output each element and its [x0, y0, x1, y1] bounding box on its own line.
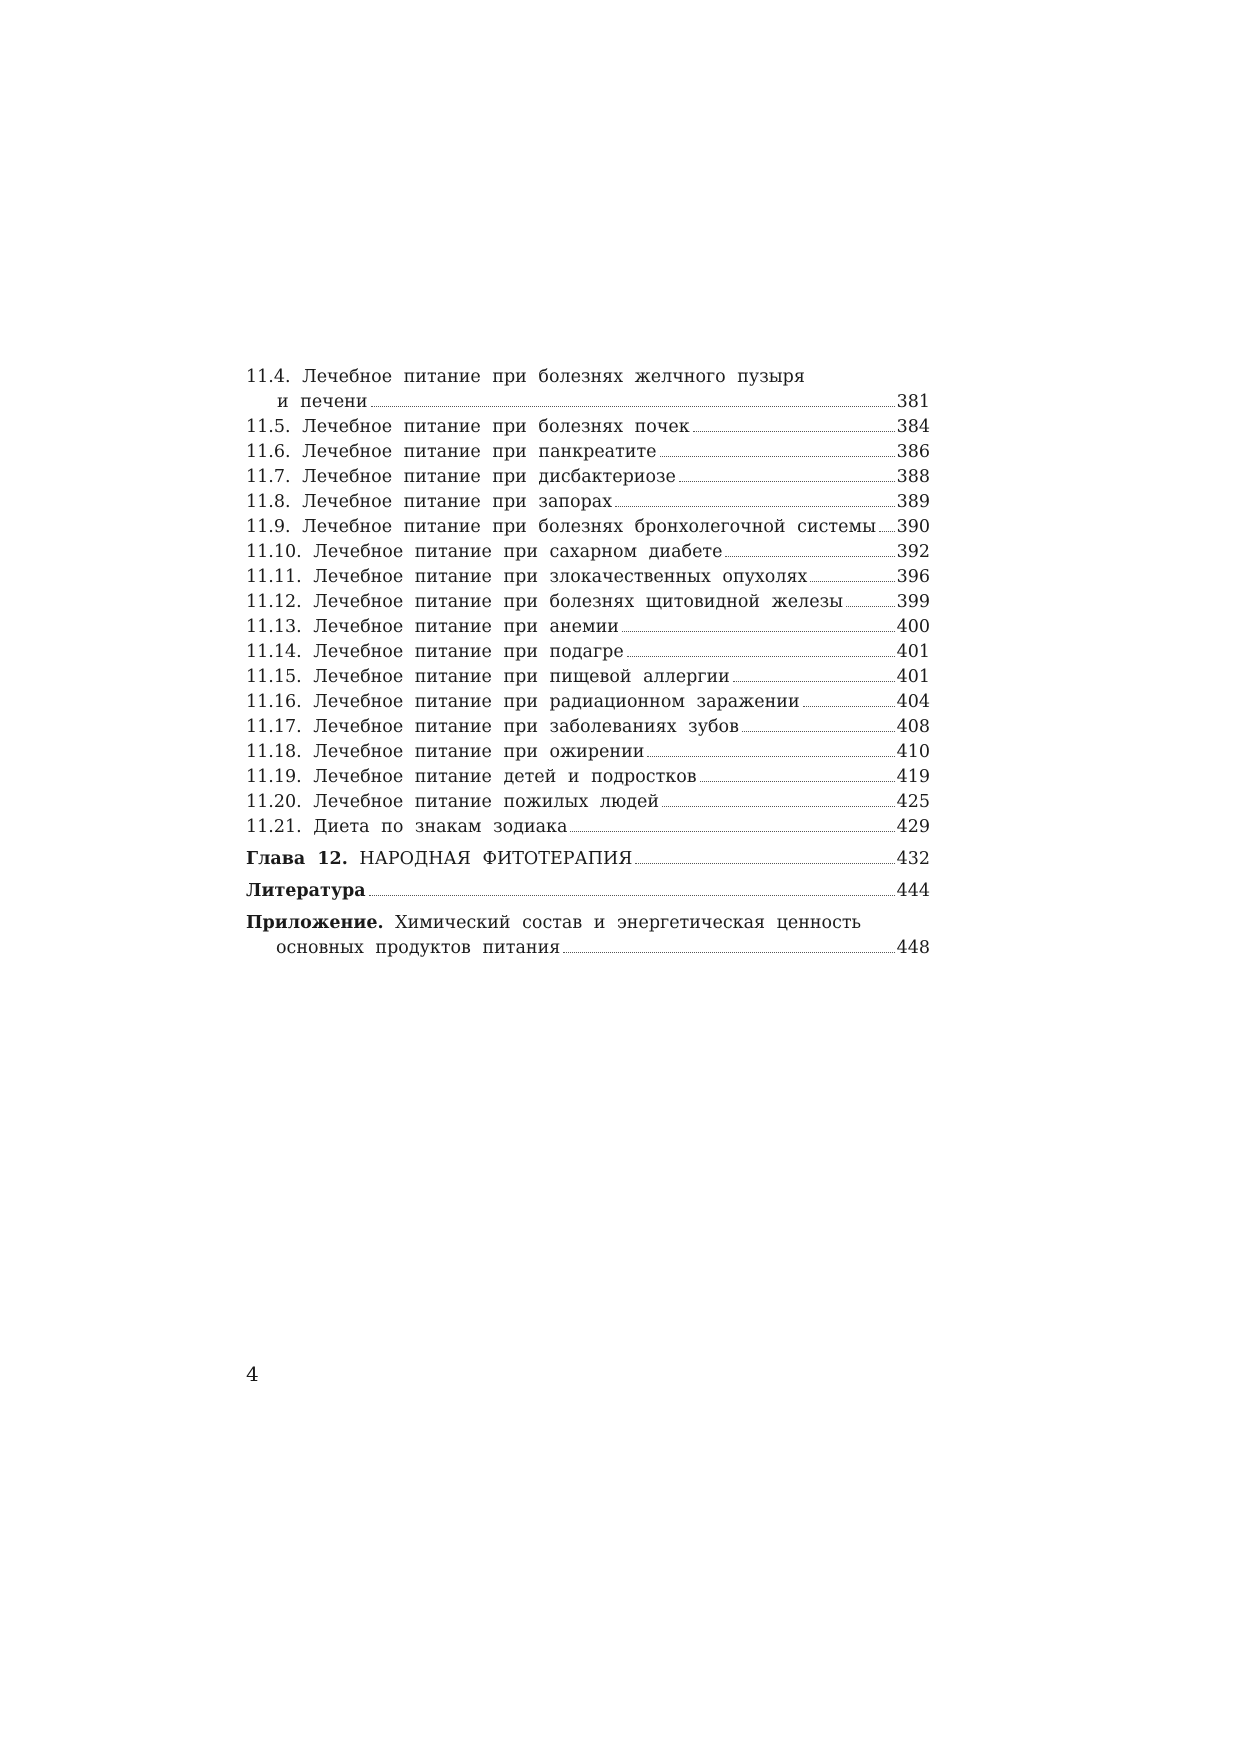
toc-page-number: 429: [896, 817, 930, 837]
appendix-title: Химический состав и энергетическая ценность: [395, 913, 862, 933]
toc-page-number: 408: [896, 717, 930, 737]
toc-page-number: 401: [896, 667, 930, 687]
toc-entry-text: 11.16. Лечебное питание при радиационном заражении: [246, 692, 800, 712]
toc-chapter-12: [246, 847, 930, 872]
dot-leader: [803, 706, 895, 707]
toc-entry-11-4-line2: [246, 390, 930, 415]
toc-entry-text: 11.9. Лечебное питание при болезнях бронхолегочной системы: [246, 517, 877, 537]
toc-page-number: 396: [896, 567, 930, 587]
toc-entry-list: [246, 415, 930, 840]
dot-leader: [679, 481, 895, 482]
dot-leader: [369, 895, 895, 896]
toc-entry-text: 11.20. Лечебное питание пожилых людей: [246, 792, 660, 812]
dot-leader: [660, 456, 895, 457]
toc-entry: [246, 690, 930, 715]
toc-entry-text: 11.11. Лечебное питание при злокачественных опухолях: [246, 567, 808, 587]
toc-entry: [246, 765, 930, 790]
page-number: 4: [246, 1362, 259, 1386]
toc-entry-text: основных продуктов питания: [276, 938, 561, 958]
chapter-title: НАРОДНАЯ ФИТОТЕРАПИЯ: [359, 849, 633, 869]
toc-entry-text: 11.7. Лечебное питание при дисбактериозе: [246, 467, 676, 487]
toc-entry-text: и печени: [277, 392, 368, 412]
dot-leader: [570, 831, 894, 832]
dot-leader: [846, 606, 895, 607]
toc-literature: [246, 879, 930, 904]
toc-entry-text: 11.10. Лечебное питание при сахарном диабете: [246, 542, 723, 562]
dot-leader: [742, 731, 895, 732]
dot-leader: [810, 581, 894, 582]
dot-leader: [563, 952, 894, 953]
toc-page-number: 425: [896, 792, 930, 812]
toc-entry-text: 11.19. Лечебное питание детей и подростков: [246, 767, 697, 787]
toc-entry: [246, 515, 930, 540]
appendix-label: Приложение.: [246, 913, 384, 933]
toc-entry-text: 11.21. Диета по знакам зодиака: [246, 817, 568, 837]
dot-leader: [725, 556, 894, 557]
table-of-contents: [246, 365, 930, 961]
toc-entry-text: 11.14. Лечебное питание при подагре: [246, 642, 624, 662]
toc-page-number: 404: [896, 692, 930, 712]
toc-page-number: 390: [896, 517, 930, 537]
toc-appendix-line1: [246, 911, 930, 936]
toc-entry: [246, 640, 930, 665]
toc-entry-11-4-line1: 11.4. Лечебное питание при болезнях желчного пузыря: [246, 367, 805, 387]
toc-page-number: 448: [896, 938, 930, 958]
toc-page-number: 388: [896, 467, 930, 487]
toc-page-number: 401: [896, 642, 930, 662]
toc-entry-text: 11.6. Лечебное питание при панкреатите: [246, 442, 657, 462]
toc-entry: [246, 740, 930, 765]
toc-entry-text: 11.13. Лечебное питание при анемии: [246, 617, 619, 637]
toc-entry-text: 11.8. Лечебное питание при запорах: [246, 492, 613, 512]
toc-page-number: 386: [896, 442, 930, 462]
dot-leader: [879, 531, 895, 532]
dot-leader: [693, 431, 895, 432]
toc-entry-text: 11.17. Лечебное питание при заболеваниях зубов: [246, 717, 739, 737]
toc-entry: [246, 415, 930, 440]
chapter-label: Глава 12.: [246, 849, 348, 869]
toc-entry-text: 11.5. Лечебное питание при болезнях почек: [246, 417, 690, 437]
toc-page-number: 444: [896, 881, 930, 901]
toc-page-number: 419: [896, 767, 930, 787]
toc-entry: [246, 440, 930, 465]
dot-leader: [700, 781, 895, 782]
toc-entry: [246, 490, 930, 515]
toc-entry: [246, 565, 930, 590]
dot-leader: [635, 863, 894, 864]
toc-entry: [246, 540, 930, 565]
dot-leader: [647, 756, 894, 757]
toc-entry: [246, 790, 930, 815]
literature-label: Литература: [246, 881, 366, 901]
dot-leader: [627, 656, 895, 657]
toc-page-number: 381: [896, 392, 930, 412]
dot-leader: [622, 631, 895, 632]
dot-leader: [615, 506, 894, 507]
toc-page-number: 400: [896, 617, 930, 637]
toc-entry-text: 11.15. Лечебное питание при пищевой аллергии: [246, 667, 730, 687]
dot-leader: [662, 806, 895, 807]
dot-leader: [733, 681, 895, 682]
toc-entry: [246, 715, 930, 740]
dot-leader: [371, 406, 895, 407]
toc-entry: [246, 465, 930, 490]
toc-entry: [246, 665, 930, 690]
toc-page-number: 392: [896, 542, 930, 562]
toc-entry: [246, 590, 930, 615]
toc-page-number: 410: [896, 742, 930, 762]
toc-page-number: 384: [896, 417, 930, 437]
toc-entry-text: 11.18. Лечебное питание при ожирении: [246, 742, 645, 762]
toc-entry-text: 11.12. Лечебное питание при болезнях щитовидной железы: [246, 592, 844, 612]
toc-appendix-line2: [246, 936, 930, 961]
toc-entry: [246, 615, 930, 640]
toc-page-number: 432: [896, 849, 930, 869]
toc-page-number: 389: [896, 492, 930, 512]
toc-page-number: 399: [896, 592, 930, 612]
toc-entry: [246, 815, 930, 840]
